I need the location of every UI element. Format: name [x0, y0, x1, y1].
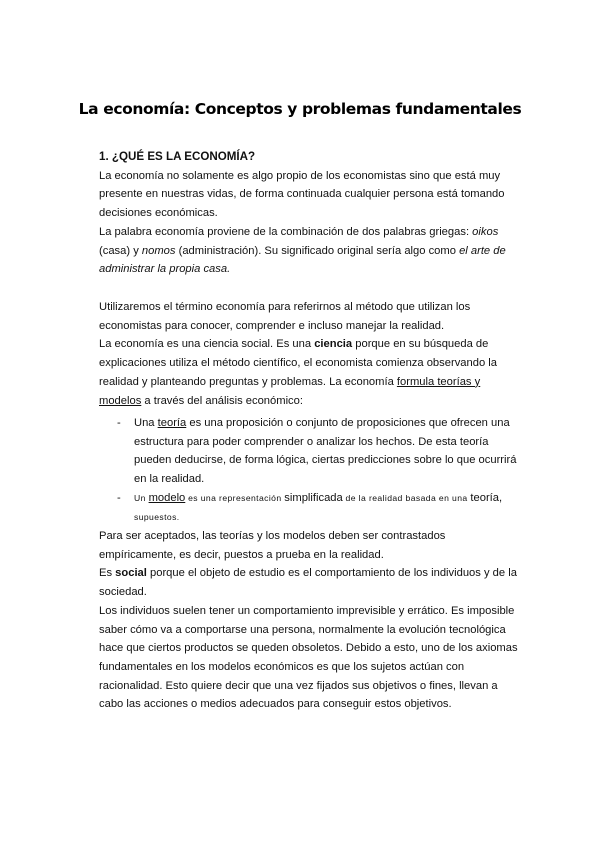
list-item-text: de la realidad basada en una	[342, 492, 471, 503]
section-1b-block	[99, 298, 519, 410]
section-1-block	[99, 148, 519, 279]
paragraph-4-text: a través del análisis económico:	[141, 394, 303, 407]
list-item-modelo	[117, 489, 517, 526]
paragraph-3: Utilizaremos el término economía para referirnos al método que utilizan los economistas para conocer, comprender e incluso manejar la realidad.	[99, 301, 471, 332]
definition-list	[117, 414, 517, 526]
underlined-teoria: teoría	[157, 417, 187, 429]
term-nomos: nomos	[141, 244, 176, 257]
list-dash: -	[117, 491, 121, 504]
bold-social: social	[115, 567, 147, 580]
paragraph-5: Para ser aceptados, las teorías y los modelos deben ser contrastados empíricamente, es decir, puestos a prueba en la realidad.	[99, 530, 446, 561]
paragraph-2-text: La palabra economía proviene de la combinación de dos palabras griegas:	[99, 225, 473, 238]
term-oikos: oikos	[472, 225, 499, 238]
paragraph-6	[99, 564, 519, 601]
meaning-italic: el arte de administrar la propia casa.	[99, 244, 506, 276]
list-item-text: teoría,	[470, 491, 503, 504]
paragraph-6-text: porque el objeto de estudio es el comportamiento de los individuos y de la sociedad.	[99, 567, 517, 599]
section-heading: 1. ¿QUÉ ES LA ECONOMÍA?	[99, 150, 256, 163]
paragraph-2-text: (casa) y	[99, 244, 142, 257]
list-item-text: es una representación	[185, 492, 285, 503]
underlined-modelo: modelo	[148, 491, 186, 504]
paragraph-2	[99, 223, 519, 279]
paragraph-1: La economía no solamente es algo propio de los economistas sino que está muy presente en nuestras vidas, de forma continuada cualquier persona está tomando decisiones económicas.	[99, 169, 505, 220]
document-title: La economía: Conceptos y problemas fundamentales	[78, 100, 522, 118]
paragraph-4	[99, 335, 519, 410]
list-item-text: es una proposición o conjunto de proposiciones que ofrecen una estructura para poder comprender o analizar los hechos. De esta teoría pueden deducirse, de forma lógica, ciertas predicciones sobre lo que ocurrirá en la realidad.	[134, 417, 517, 486]
section-2-block	[99, 527, 519, 714]
paragraph-7: Los individuos suelen tener un comportamiento imprevisible y errático. Es imposible saber cómo va a comportarse una persona, normalmente la evolución tecnológica hace que ciertos productos se queden obsoletos. Debido a esto, uno de los axiomas fundamentales en los modelos económicos es que los sujetos actúan con racionalidad. Esto quiere decir que una vez fijados sus objetivos o fines, llevan a cabo las acciones o medios adecuados para conseguir estos objetivos.	[99, 604, 518, 711]
list-item-text: supuestos.	[134, 511, 180, 522]
list-item-text: Una	[134, 417, 158, 429]
list-item-teoria	[117, 414, 517, 489]
bold-ciencia: ciencia	[314, 338, 353, 351]
list-item-text: Un	[134, 492, 149, 503]
paragraph-2-text: (administración). Su significado original sería algo como	[175, 244, 460, 257]
underlined-teorias-modelos: formula teorías y modelos	[99, 375, 481, 407]
paragraph-4-text: La economía es una ciencia social. Es una	[99, 338, 315, 351]
list-item-text: simplificada	[284, 491, 343, 504]
paragraph-6-text: Es	[99, 567, 116, 580]
list-dash: -	[117, 417, 121, 429]
paragraph-4-text: porque en su búsqueda de explicaciones utiliza el método científico, el economista comienza observando la realidad y planteando preguntas y problemas. La economía	[99, 338, 497, 388]
